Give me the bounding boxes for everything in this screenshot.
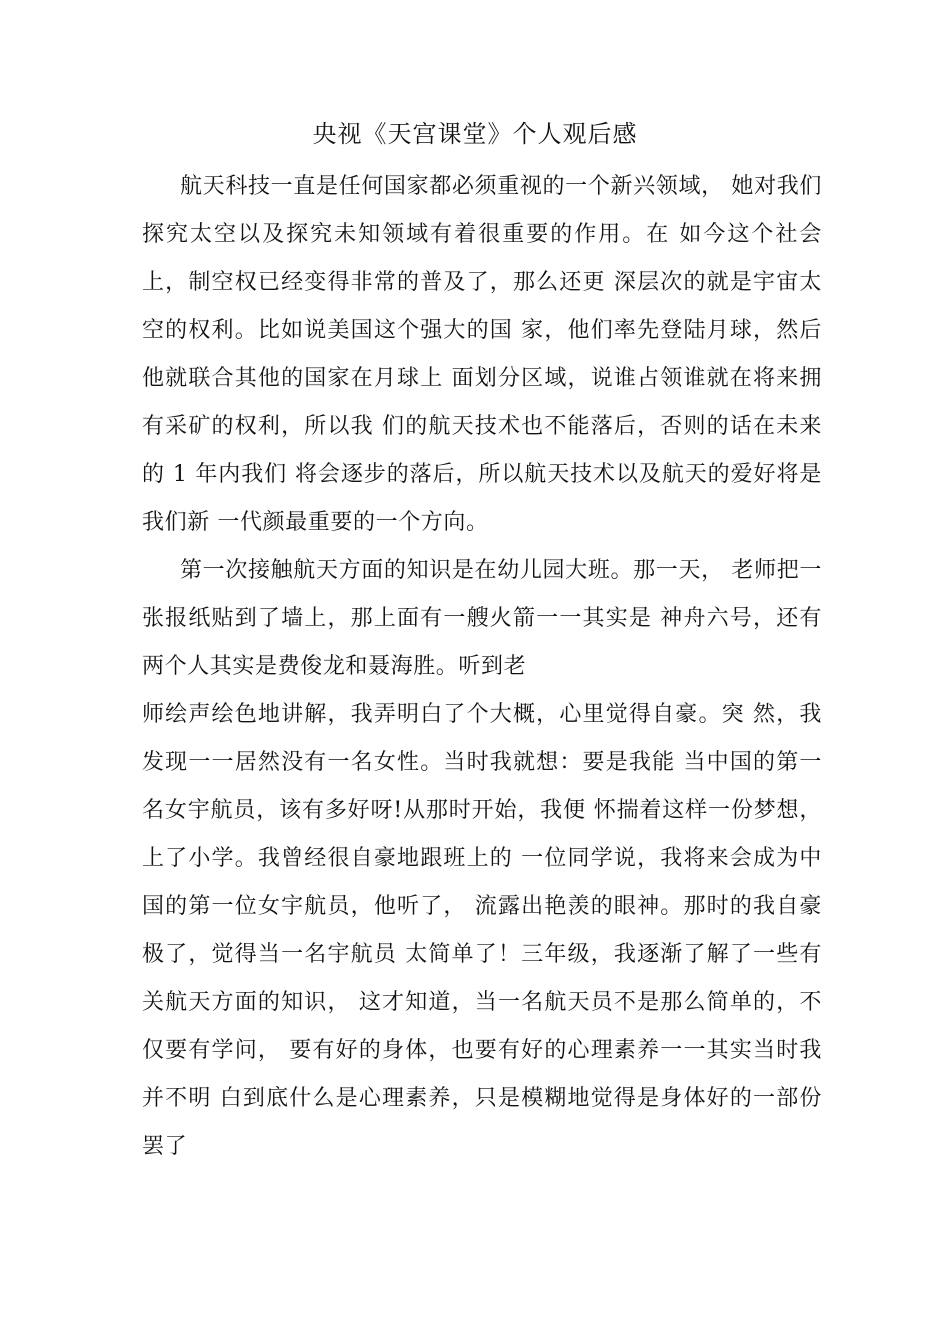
text-line: 两个人其实是费俊龙和聂海胜。听到老 [142,654,527,679]
text-line: 罢了 [142,1134,188,1159]
text-line: 极了，觉得当一名宇航员 太简单了！三年级，我逐渐了解了一些有 [142,942,822,967]
text-line: 国的第一位女宇航员，他听了， 流露出艳羡的眼神。那时的我自豪 [142,894,822,919]
text-line: 探究太空以及探究未知领域有着很重要的作用。在 如今这个社会 [142,222,822,247]
text-line: 上了小学。我曾经很自豪地跟班上的 一位同学说，我将来会成为中 [142,846,822,871]
text-line: 名女宇航员，该有多好呀!从那时开始，我便 怀揣着这样一份梦想， [142,798,822,823]
text-line: 空的权利。比如说美国这个强大的国 家，他们率先登陆月球，然后 [142,318,822,343]
text-line: 师绘声绘色地讲解，我弄明白了个大概，心里觉得自豪。突 然，我 [142,702,822,727]
text-line: 的 1 年内我们 将会逐步的落后，所以航天技术以及航天的爱好将是 [142,462,822,487]
text-line: 仅要有学问， 要有好的身体，也要有好的心理素养一一其实当时我 [142,1038,822,1063]
text-line: 关航天方面的知识， 这才知道，当一名航天员不是那么简单的，不 [142,990,822,1015]
text-line: 发现一一居然没有一名女性。当时我就想：要是我能 当中国的第一 [142,750,822,775]
document-title: 央视《天宫课堂》个人观后感 [312,120,638,148]
text-line: 上，制空权已经变得非常的普及了，那么还更 深层次的就是宇宙太 [142,270,822,295]
text-line: 张报纸贴到了墙上，那上面有一艘火箭一一其实是 神舟六号，还有 [142,606,822,631]
text-line: 他就联合其他的国家在月球上 面划分区域，说谁占领谁就在将来拥 [142,366,822,391]
text-line: 并不明 白到底什么是心理素养，只是模糊地觉得是身体好的一部份 [142,1086,822,1111]
text-line: 航天科技一直是任何国家都必须重视的一个新兴领域， 她对我们 [180,174,822,199]
document-body [142,163,822,1171]
text-line: 有采矿的权利，所以我 们的航天技术也不能落后，否则的话在未来 [142,414,822,439]
text-line: 第一次接触航天方面的知识是在幼儿园大班。那一天， 老师把一 [180,558,822,583]
text-line: 我们新 一代颜最重要的一个方向。 [142,510,489,535]
